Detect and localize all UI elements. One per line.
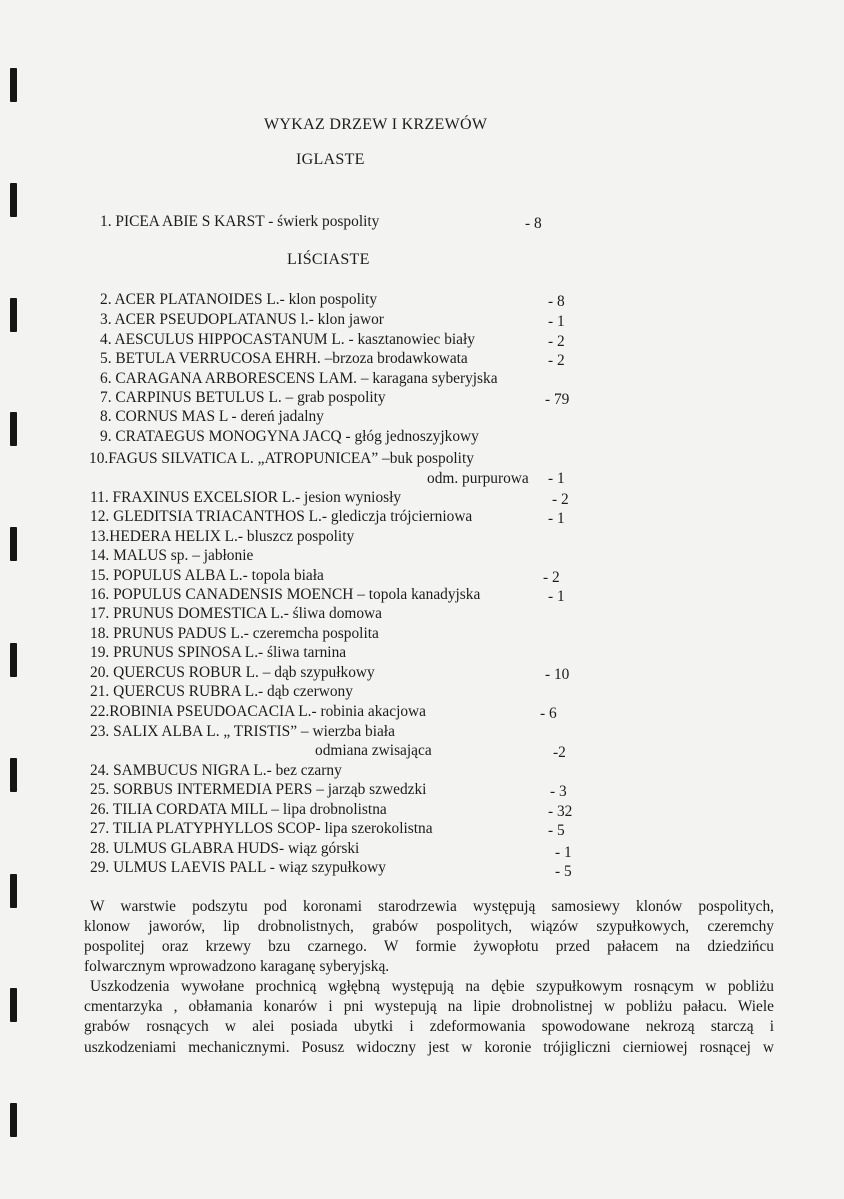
list-item: 26. TILIA CORDATA MILL – lipa drobnolistna <box>90 801 387 818</box>
item-count: - 8 <box>548 293 565 310</box>
list-item: 24. SAMBUCUS NIGRA L.- bez czarny <box>90 762 342 779</box>
list-item: 8. CORNUS MAS L - dereń jadalny <box>100 408 324 425</box>
item-continuation: odm. purpurowa <box>427 470 529 487</box>
paragraph-line: klonow jaworów, lip drobnolistnych, grabów pospolitych, wiązów szypułkowych, czeremchy <box>84 918 774 935</box>
list-item: 29. ULMUS LAEVIS PALL - wiąz szypułkowy <box>90 859 386 876</box>
list-item: 1. PICEA ABIE S KARST - świerk pospolity <box>100 213 380 230</box>
item-count: - 1 <box>548 313 565 330</box>
item-continuation: odmiana zwisająca <box>315 742 432 759</box>
binder-mark <box>10 527 17 561</box>
section-heading-deciduous: LIŚCIASTE <box>287 251 370 268</box>
list-item: 20. QUERCUS ROBUR L. – dąb szypułkowy <box>90 664 375 681</box>
item-count: - 2 <box>552 491 569 508</box>
item-count: - 6 <box>540 705 557 722</box>
binder-mark <box>10 758 17 792</box>
item-count: - 10 <box>545 666 570 683</box>
list-item: 18. PRUNUS PADUS L.- czeremcha pospolita <box>90 625 379 642</box>
list-item: 12. GLEDITSIA TRIACANTHOS L.- glediczja trójcierniowa <box>90 508 473 525</box>
item-count: - 1 <box>548 588 565 605</box>
paragraph-line: uszkodzeniami mechanicznymi. Posusz widoczny jest w koronie trójiglicznі cierniowej rosnącej w <box>84 1039 774 1056</box>
item-count: -2 <box>553 744 566 761</box>
list-item: 4. AESCULUS HIPPOCASTANUM L. - kasztanowiec biały <box>100 331 475 348</box>
list-item: 13.HEDERA HELIX L.- bluszcz pospolity <box>90 528 355 545</box>
list-item: 9. CRATAEGUS MONOGYNA JACQ - głóg jednoszyjkowy <box>100 428 479 445</box>
list-item: 16. POPULUS CANADENSIS MOENCH – topola kanadyjska <box>90 586 481 603</box>
paragraph-line: folwarcznym wprowadzono karaganę syberyjską. <box>84 958 390 975</box>
page-title: WYKAZ DRZEW I KRZEWÓW <box>264 116 488 133</box>
binder-mark <box>10 643 17 677</box>
list-item: 5. BETULA VERRUCOSA EHRH. –brzoza brodawkowata <box>100 350 468 367</box>
binder-mark <box>10 183 17 217</box>
binder-mark <box>10 988 17 1022</box>
paragraph-line: pospolitej oraz krzewy bzu czarnego. W formie żywopłotu przed pałacem na dziedzińcu <box>84 938 774 955</box>
item-count: - 2 <box>548 352 565 369</box>
item-count: - 5 <box>555 863 572 880</box>
list-item: 6. CARAGANA ARBORESCENS LAM. – karagana syberyjska <box>100 370 498 387</box>
list-item: 22.ROBINIA PSEUDOACACIA L.- robinia akacjowa <box>90 703 426 720</box>
paragraph-line: grabów rosnących w alei posiada ubytki i zdeformowania spowodowane nekrozą starczą i <box>84 1018 774 1035</box>
list-item: 19. PRUNUS SPINOSA L.- śliwa tarnina <box>90 644 347 661</box>
paragraph-line: cmentarzyka , obłamania konarów i pni wystepują na lipie drobnolistnej w pobliżu pałacu. Wiele <box>84 998 774 1015</box>
list-item: 23. SALIX ALBA L. „ TRISTIS” – wierzba biała <box>90 723 395 740</box>
item-count: - 2 <box>548 333 565 350</box>
list-item: 10.FAGUS SILVATICA L. „ATROPUNICEA” –buk pospolity <box>89 450 474 467</box>
list-item: 3. ACER PSEUDOPLATANUS l.- klon jawor <box>100 311 384 328</box>
item-count: - 5 <box>548 822 565 839</box>
section-heading-coniferous: IGLASTE <box>296 151 365 168</box>
list-item: 11. FRAXINUS EXCELSIOR L.- jesion wyniosły <box>90 489 402 506</box>
paragraph-line: Uszkodzenia wywołane prochnicą wgłębną występują na dębie szypułkowym rosnącym w pobliżu <box>90 978 774 995</box>
list-item: 25. SORBUS INTERMEDIA PERS – jarząb szwedzki <box>90 781 427 798</box>
item-count: - 79 <box>545 391 570 408</box>
list-item: 21. QUERCUS RUBRA L.- dąb czerwony <box>90 683 353 700</box>
binder-mark <box>10 412 17 446</box>
binder-mark <box>10 874 17 908</box>
binder-mark <box>10 1103 17 1137</box>
list-item: 15. POPULUS ALBA L.- topola biała <box>90 567 324 584</box>
list-item: 14. MALUS sp. – jabłonie <box>90 547 254 564</box>
list-item: 28. ULMUS GLABRA HUDS- wiąz górski <box>90 840 360 857</box>
list-item: 17. PRUNUS DOMESTICA L.- śliwa domowa <box>90 605 383 622</box>
list-item: 27. TILIA PLATYPHYLLOS SCOP- lipa szerokolistna <box>90 820 433 837</box>
item-count: - 1 <box>548 510 565 527</box>
item-count: - 32 <box>548 803 573 820</box>
list-item: 7. CARPINUS BETULUS L. – grab pospolity <box>100 389 386 406</box>
item-count: - 1 <box>555 844 572 861</box>
binder-mark <box>10 68 17 102</box>
list-item: 2. ACER PLATANOIDES L.- klon pospolity <box>100 291 378 308</box>
paragraph-line: W warstwie podszytu pod koronami starodrzewia występują samosiewy klonów pospolitych, <box>90 898 774 915</box>
binder-mark <box>10 298 17 332</box>
item-count: - 3 <box>550 783 567 800</box>
item-count: - 1 <box>548 470 565 487</box>
item-count: - 8 <box>525 215 542 232</box>
item-count: - 2 <box>543 569 560 586</box>
